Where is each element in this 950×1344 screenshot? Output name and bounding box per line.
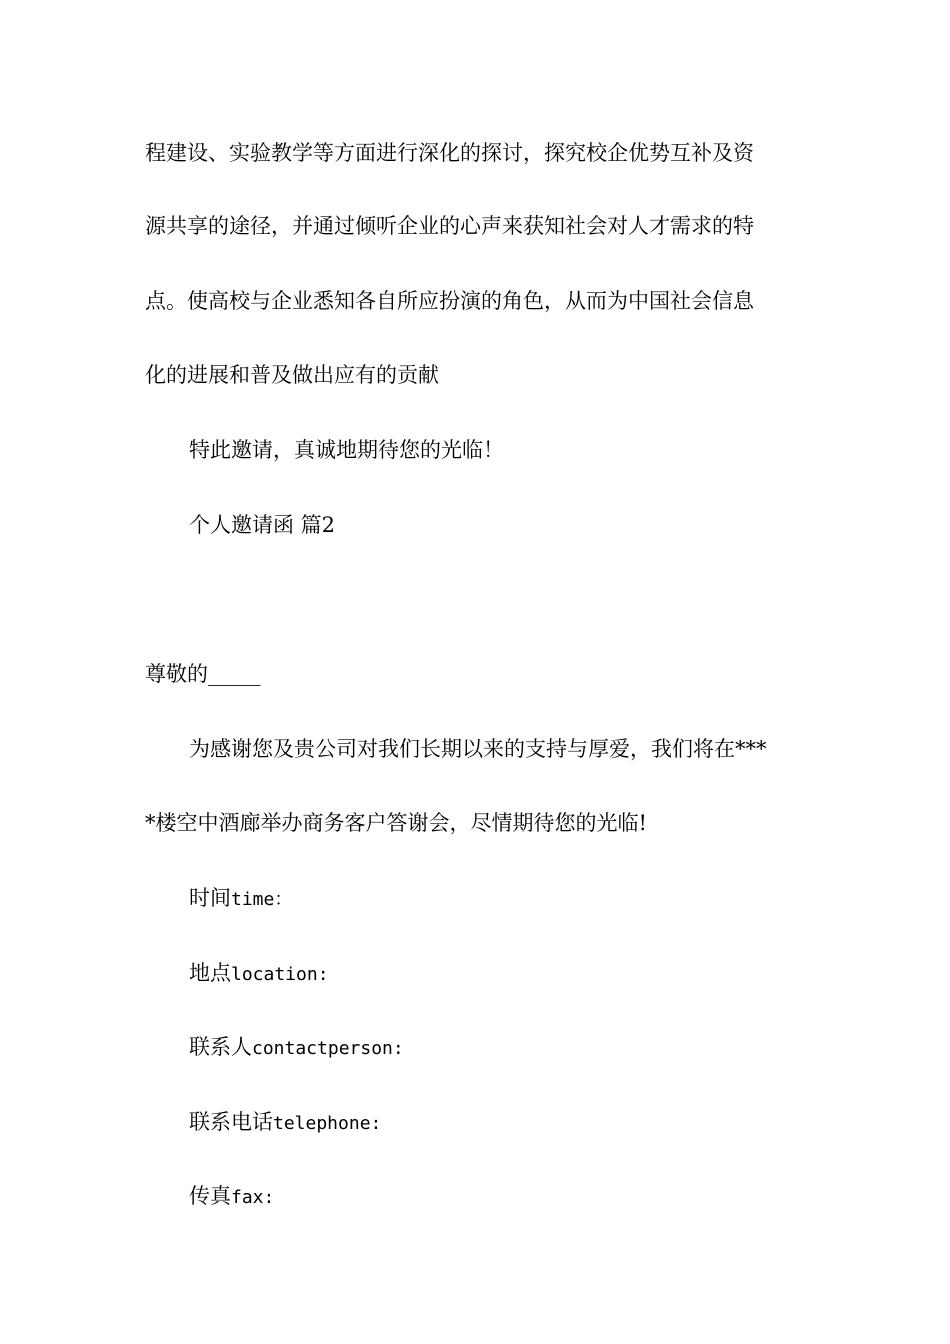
paragraph-1-line-3: 点。使高校与企业悉知各自所应扮演的角色，从而为中国社会信息 [145,289,754,313]
paragraph-1-line-4: 化的进展和普及做出应有的贡献 [145,363,439,387]
salutation: 尊敬的_____ [145,662,261,686]
field-telephone-label: 联系电话 [189,1110,273,1134]
field-contact-label-en: contactperson: [252,1038,404,1059]
field-contact-label: 联系人 [189,1035,252,1059]
paragraph-2-line-1: 为感谢您及贵公司对我们长期以来的支持与厚爱，我们将在*** [189,737,767,761]
field-location-label-en: location: [231,964,329,985]
field-time-label-en: time： [231,889,293,910]
field-telephone [189,1107,810,1139]
field-telephone-label-en: telephone: [273,1113,382,1134]
field-fax-label: 传真 [189,1184,231,1208]
closing-line: 特此邀请，真诚地期待您的光临！ [189,438,504,462]
section-title: 个人邀请函 篇2 [189,513,336,537]
field-fax [189,1181,810,1213]
field-location-label: 地点 [189,961,231,985]
paragraph-1-line-2: 源共享的途径，并通过倾听企业的心声来获知社会对人才需求的特 [145,214,754,238]
paragraph-2-line-2: *楼空中酒廊举办商务客户答谢会，尽情期待您的光临! [145,811,647,835]
field-location [189,958,810,990]
paragraph-1-line-1: 程建设、实验教学等方面进行深化的探讨，探究校企优势互补及资 [145,141,754,165]
field-time-label: 时间 [189,886,231,910]
field-fax-label-en: fax: [231,1187,275,1208]
field-time [189,883,810,915]
field-contact [189,1032,810,1064]
